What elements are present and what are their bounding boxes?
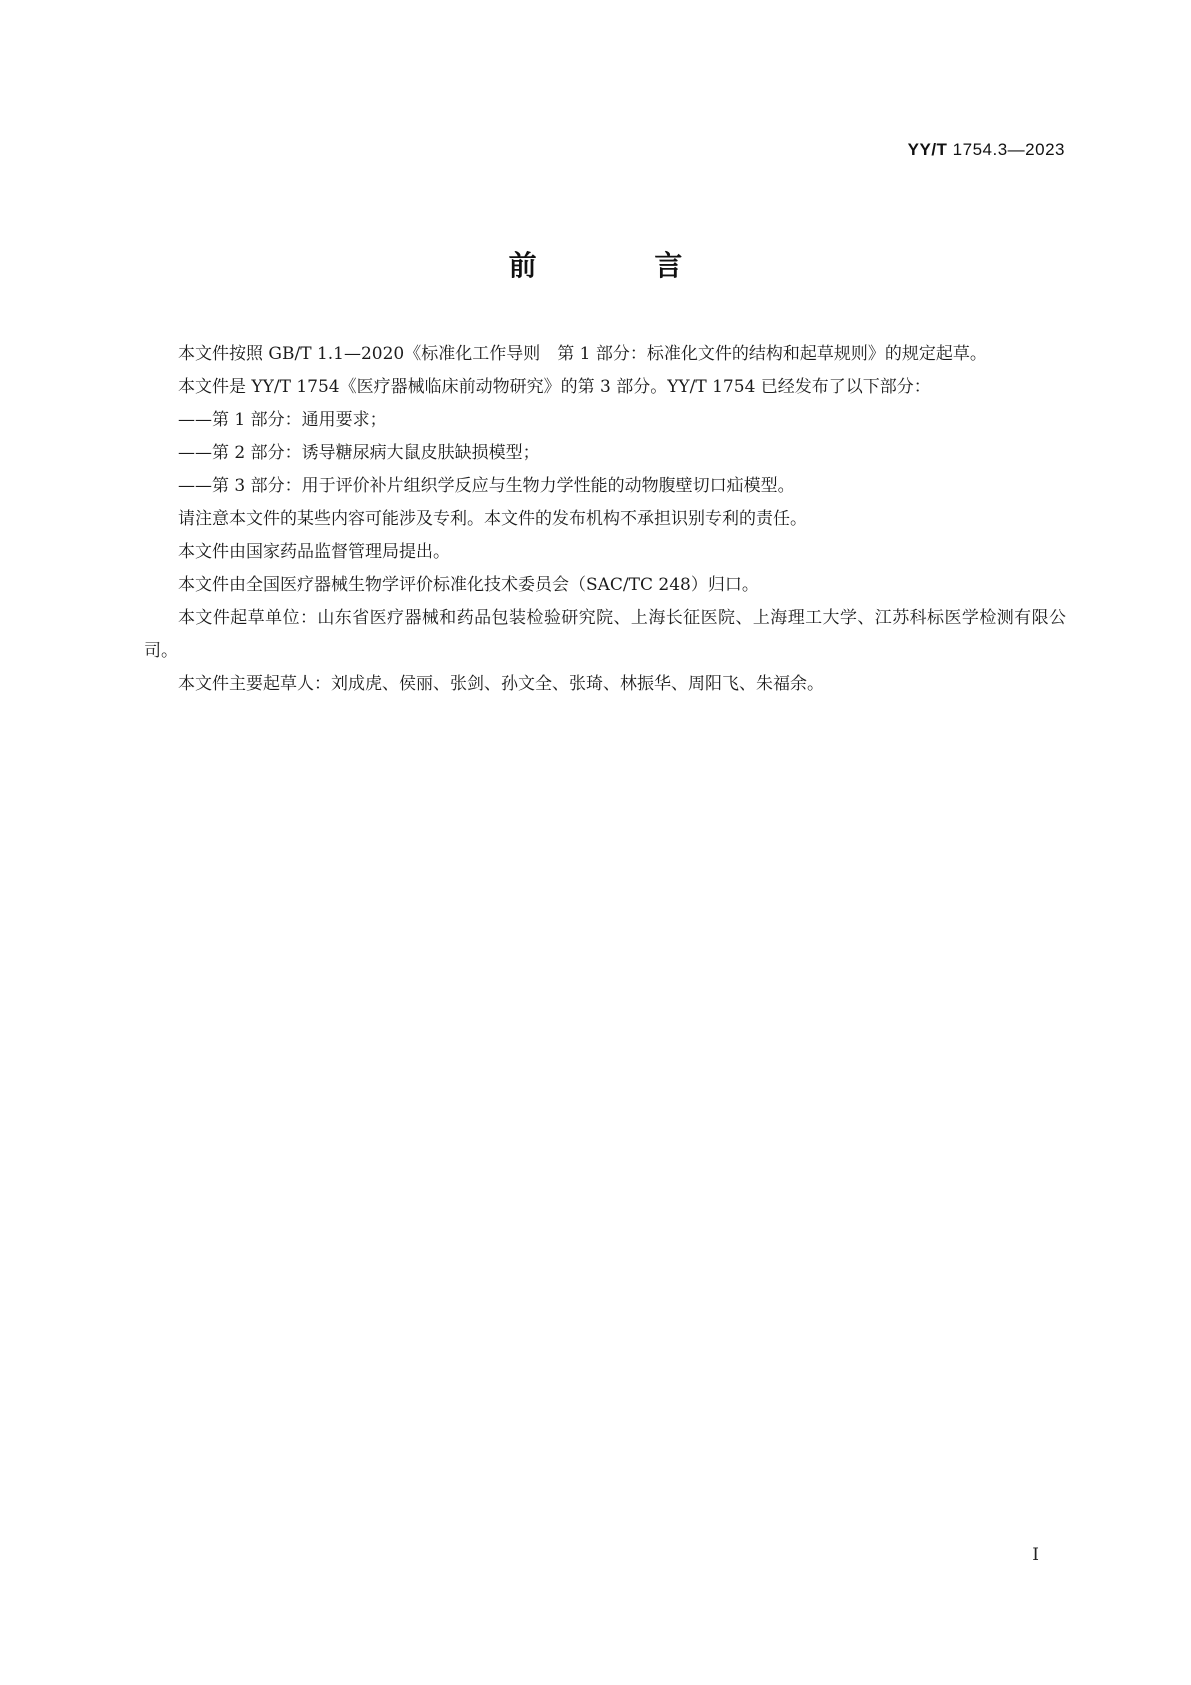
list-item-part-1: ——第 1 部分：通用要求； [178,410,387,430]
page-number: I [1032,1545,1039,1565]
standard-code [908,140,1065,160]
paragraph-drafting-organizations: 本文件起草单位：山东省医疗器械和药品包装检验研究院、上海长征医院、上海理工大学、江苏科标医学检测有限公司。 [144,608,1066,661]
paragraph-drafting-rules: 本文件按照 GB/T 1.1—2020《标准化工作导则 第 1 部分：标准化文件的结构和起草规则》的规定起草。 [178,344,987,364]
standard-code-number: 1754.3—2023 [947,140,1065,159]
paragraph-series-parts: 本文件是 YY/T 1754《医疗器械临床前动物研究》的第 3 部分。YY/T 1754 已经发布了以下部分： [178,377,931,397]
standard-code-prefix: YY/T [907,140,948,159]
paragraph-patent-notice: 请注意本文件的某些内容可能涉及专利。本文件的发布机构不承担识别专利的责任。 [178,509,807,529]
page-title: 前 言 [508,249,737,282]
paragraph-main-drafters: 本文件主要起草人：刘成虎、侯丽、张剑、孙文全、张琦、林振华、周阳飞、朱福余。 [178,674,824,694]
list-item-part-2: ——第 2 部分：诱导糖尿病大鼠皮肤缺损模型； [178,443,540,463]
foreword-body [144,338,1066,701]
list-item-part-3: ——第 3 部分：用于评价补片组织学反应与生物力学性能的动物腹壁切口疝模型。 [178,476,795,496]
paragraph-under-jurisdiction: 本文件由全国医疗器械生物学评价标准化技术委员会（SAC/TC 248）归口。 [178,575,759,595]
paragraph-proposed-by: 本文件由国家药品监督管理局提出。 [178,542,450,562]
